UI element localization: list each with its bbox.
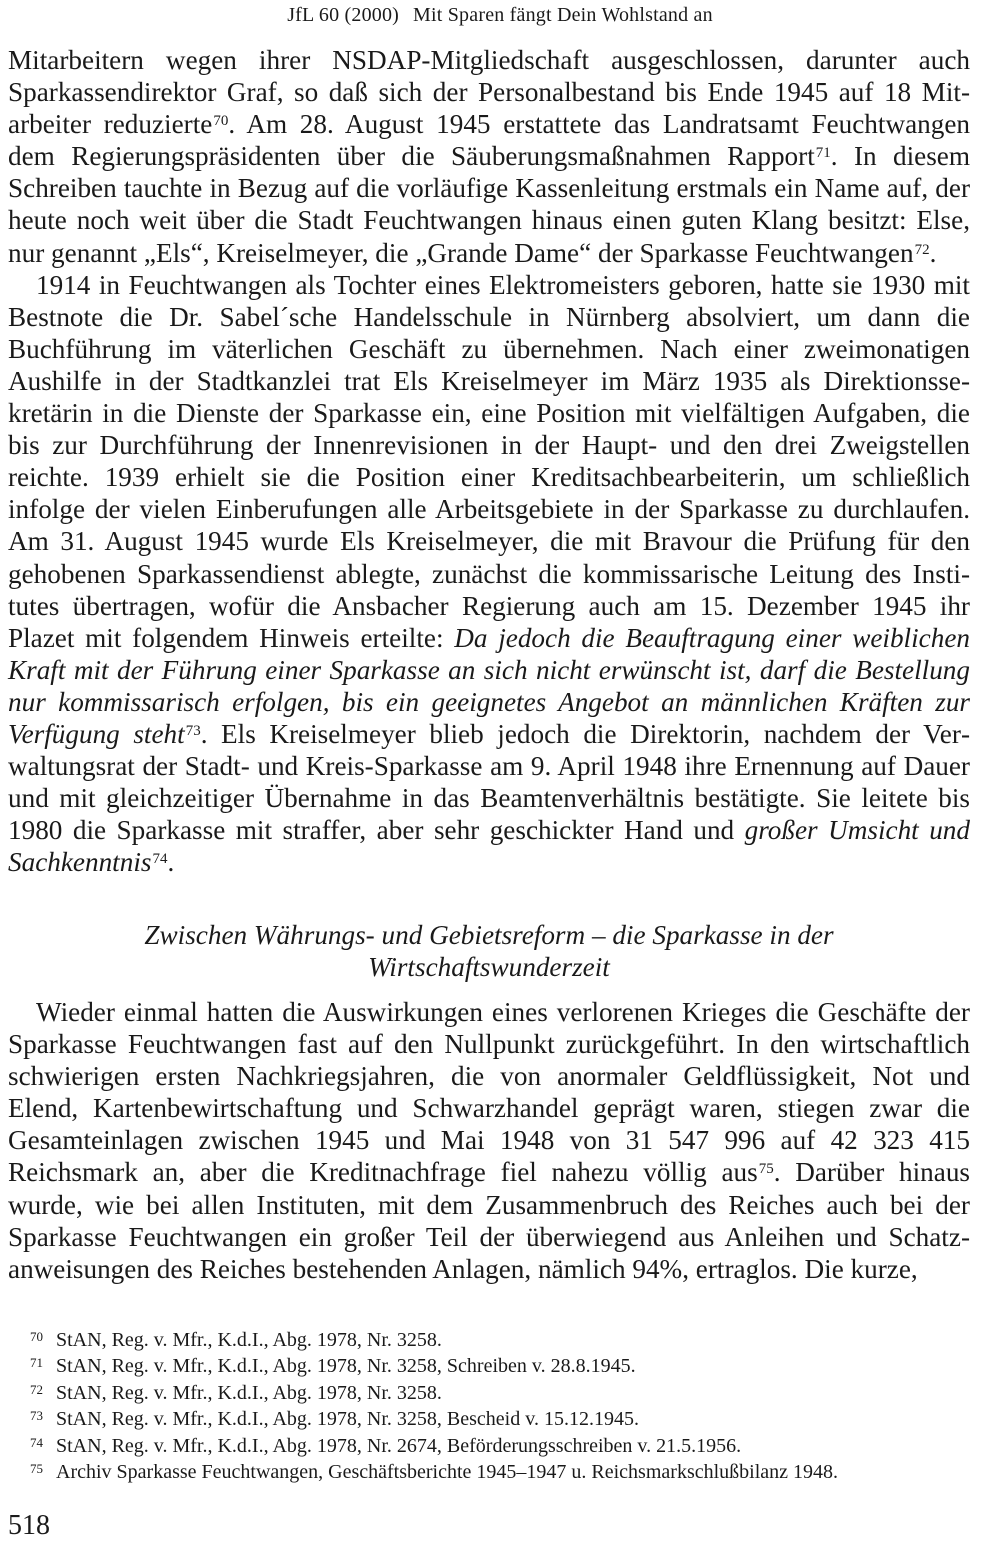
footnote [30,1459,970,1485]
italic-quote: Da jedoch die Beauftragung einer weiblichen Kraft mit der Führung einer Sparkasse an sich nicht erwünscht ist, darf die Bestellung nur kommissarisch erfolgen, bis ein geeignetes Angebot an männlichen Kräften zur Verfügung steht [8,622,970,749]
footnote-number: 73 [30,1408,43,1424]
text-run: Wieder einmal hatten die Auswirkungen eines verlorenen Krieges die Geschäfte der Sparkasse Feuchtwangen fast auf den Nullpunkt zurückgeführt. In den wirtschaftlich schwierigen ersten Nachkriegsjahren, die von anormaler Geldflüssigkeit, Not und Elend, Kartenbewirtschaftung und Schwarzhandel geprägt waren, stiegen zwar die Gesamteinlagen zwischen 1945 und Mai 1948 von 31 547 996 auf 42 323 415 Reichsmark an, aber die Kreditnachfrage fiel nahezu völlig aus [8,997,970,1188]
text-run: . Darüber hinaus wurde, wie bei allen Instituten, mit dem Zusammenbruch des Reiches auch bei der Sparkasse Feuchtwangen ein großer Teil der überwiegend aus Anleihen und Schatzanweisungen des Reiches bestehenden Anlagen, nämlich 94%, ertraglos. Die kurze, [8,1157,970,1284]
footnote [30,1433,970,1459]
paragraph-1 [8,44,970,269]
footnote-ref-71[interactable]: 71 [815,145,831,162]
page-number: 518 [8,1510,50,1541]
text-run: . [929,237,937,268]
footnote-text: StAN, Reg. v. Mfr., K.d.I., Abg. 1978, Nr. 3258. [56,1329,442,1351]
footnote-text: StAN, Reg. v. Mfr., K.d.I., Abg. 1978, Nr. 2674, Beförderungsschreiben v. 21.5.1956. [56,1434,742,1457]
text-run: . Am 28. August 1945 erstattete das Landratsamt Feuchtwangen dem Regierungspräsidenten über die Säuberungsmaßnahmen Rapport [8,109,970,172]
running-title: Mit Sparen fängt Dein Wohlstand an [413,4,713,26]
footnote-number: 75 [30,1461,43,1477]
footnote-number: 70 [30,1329,43,1344]
footnotes [30,1327,970,1485]
running-head [0,4,1000,27]
footnote-text: StAN, Reg. v. Mfr., K.d.I., Abg. 1978, Nr. 3258, Schreiben v. 28.8.1945. [56,1355,636,1378]
footnote-text: Archiv Sparkasse Feuchtwangen, Geschäftsberichte 1945–1947 u. Reichsmarkschlußbilanz 1948. [56,1461,839,1484]
footnote-ref-72[interactable]: 72 [914,241,930,258]
text-run: 1914 in Feuchtwangen als Tochter eines Elektromeisters geboren, hatte sie 1930 mit Bestnote die Dr. Sabel´sche Handelsschule in Nürnberg absolviert, um dann die Buchführung im väterlichen Geschäft zu übernehmen. Nach einer zweimonatigen Aushilfe in der Stadtkanzlei trat Els Kreiselmeyer im März 1935 als Direktionssekretärin in die Dienste der Sparkasse ein, eine Position mit vielfältigen Aufgaben, die bis zur Durchführung der Innenrevisionen in der Haupt- und den drei Zweigstellen reichte. 1939 erhielt sie die Position einer Kreditsachbearbeiterin, um schließlich infolge der vielen Einberufungen alle Arbeitsgebiete in der Sparkasse zu durchlaufen. Am 31. August 1945 wurde Els Kreiselmeyer, die mit Bravour die Prüfung für den gehobenen Sparkassendienst ablegte, zunächst die kommissarische Leitung des Institutes übertragen, wofür die Ansbacher Regierung auch am 15. Dezember 1945 ihr Plazet mit folgendem Hinweis erteilte: [8,269,970,653]
journal-reference: JfL 60 (2000) [287,4,400,26]
section-heading [8,919,970,983]
footnote-number: 72 [30,1381,43,1397]
text-run: . In diesem Schreiben tauchte in Bezug auf die vorläufige Kassenleitung erstmals ein Name auf, der heute noch weit über die Stadt Feuchtwangen hinaus einen guten Klang besitzt: Else, nur genannt „Els“, Kreiselmeyer, die „Grande Dame“ der Sparkasse Feuchtwangen [8,141,970,268]
section-heading-line-1: Zwischen Währungs- und Gebietsreform – die Sparkasse in der [144,920,834,950]
paragraph-2 [8,269,970,879]
text-run: Mitarbeitern wegen ihrer NSDAP-Mitgliedschaft ausgeschlossen, darunter auch Sparkassendirektor Graf, so daß sich der Personalbestand bis Ende 1945 auf 18 Mitarbeiter reduzierte [8,45,970,140]
footnote [30,1380,970,1406]
footnote-ref-73[interactable]: 73 [185,722,201,739]
body-text-section-1 [8,44,970,878]
text-run: . [167,847,175,878]
footnote [30,1353,970,1379]
paragraph-3 [8,996,970,1285]
section-heading-line-2: Wirtschaftswunderzeit [368,952,610,982]
text-run: . Els Kreiselmeyer blieb jedoch die Direktorin, nachdem der Verwaltungsrat der Stadt- und Kreis-Sparkasse am 9. April 1948 ihre Ernennung auf Dauer und mit gleichzeitiger Übernahme in das Beamtenverhältnis bestätigte. Sie leitete bis 1980 die Sparkasse mit straffer, aber sehr geschickter Hand und [8,718,970,846]
footnote-ref-74[interactable]: 74 [152,851,168,868]
footnote-text: StAN, Reg. v. Mfr., K.d.I., Abg. 1978, Nr. 3258, Bescheid v. 15.12.1945. [56,1408,639,1431]
footnote-text: StAN, Reg. v. Mfr., K.d.I., Abg. 1978, Nr. 3258. [56,1381,442,1404]
footnote-number: 74 [30,1434,43,1450]
footnote [30,1327,970,1353]
footnote-number: 71 [30,1355,43,1371]
body-text-section-2 [8,996,970,1285]
italic-quote: großer Umsicht und Sachkenntnis [8,815,970,878]
footnote-ref-75[interactable]: 75 [758,1161,774,1178]
footnote [30,1406,970,1432]
footnote-ref-70[interactable]: 70 [213,113,229,130]
